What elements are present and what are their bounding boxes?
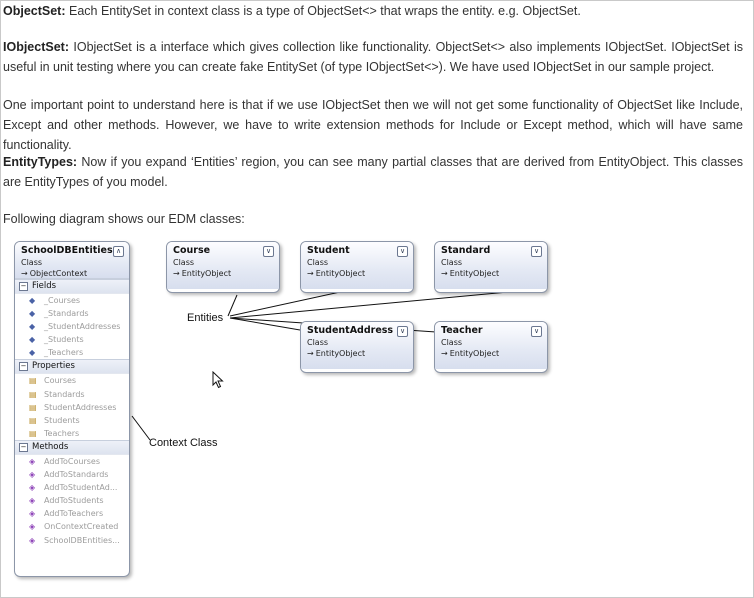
inherits-arrow-icon: → [307,349,314,358]
section-title: Fields [32,281,57,291]
inherits-arrow-icon: → [173,269,180,278]
connector-studentaddress [230,318,300,330]
class-name: Student [307,245,350,256]
field-icon: ◆ [29,309,36,319]
class-name: SchoolDBEntities [21,245,113,256]
member-label: _StudentAddresses [44,322,121,332]
class-base-name: ObjectContext [29,269,88,278]
class-name: Standard [441,245,491,256]
inherits-arrow-icon: → [441,349,448,358]
expand-chevron-icon[interactable]: ∨ [531,246,542,257]
section-title: Methods [32,441,69,452]
method-icon: ◈ [29,470,36,480]
class-name: Course [173,245,211,256]
class-base-name: EntityObject [315,269,366,278]
field-item[interactable] [15,346,129,359]
method-item[interactable] [15,507,129,520]
class-box-teacher[interactable] [434,321,548,373]
mouse-pointer-icon [212,371,224,389]
property-item[interactable] [15,427,129,440]
member-label: AddToTeachers [44,509,104,519]
method-item[interactable] [15,534,129,547]
property-icon: ▤ [29,376,37,386]
class-base-name: EntityObject [315,349,366,358]
collapse-chevron-icon[interactable]: ∧ [113,246,124,257]
method-item[interactable] [15,481,129,494]
class-base [21,268,123,279]
method-icon: ◈ [29,496,36,506]
property-item[interactable] [15,401,129,414]
member-label: AddToStudentAd... [44,483,118,493]
method-icon: ◈ [29,535,36,545]
class-header [301,322,413,369]
class-box-studentaddress[interactable] [300,321,414,373]
text-iobjectset: IObjectSet is a interface which gives collection like functionality. ObjectSet<> also implements IObjectSet. IObjectSet is useful in unit testing where you can create fake EntitySet (of type IObjectSet<>). We have used IObjectSet in our sample project. [3,40,743,74]
class-name: Teacher [441,325,483,336]
class-base [307,348,407,359]
method-item[interactable] [15,494,129,507]
member-label: StudentAddresses [44,402,117,412]
member-label: AddToStandards [44,470,109,480]
property-icon: ▤ [29,428,37,438]
expand-chevron-icon[interactable]: ∨ [397,326,408,337]
field-item[interactable] [15,294,129,307]
property-icon: ▤ [29,389,37,399]
property-item[interactable] [15,388,129,401]
connector-standard [230,292,508,318]
text-entitytypes: Now if you expand ‘Entities’ region, you can see many partial classes that are derived from EntityObject. This classes are EntityTypes of you model. [3,155,743,189]
class-kind: Class [21,258,43,267]
section-properties[interactable] [15,359,129,374]
method-icon: ◈ [29,456,36,466]
class-header [15,242,129,279]
term-iobjectset: IObjectSet: [3,40,69,54]
label-entities: Entities [187,312,224,324]
member-label: Courses [44,376,77,386]
field-icon: ◆ [29,348,36,358]
class-base [441,348,541,359]
member-label: Teachers [44,428,80,438]
class-box-course[interactable] [166,241,280,293]
expand-chevron-icon[interactable]: ∨ [263,246,274,257]
class-kind: Class [307,258,329,267]
member-label: _Students [44,335,84,345]
member-label: AddToStudents [44,496,104,506]
connector-course [228,295,237,316]
member-label: Students [44,415,80,425]
member-label: _Teachers [44,348,84,358]
field-icon: ◆ [29,335,36,345]
method-item[interactable] [15,520,129,533]
member-label: SchoolDBEntities... [44,535,120,545]
property-item[interactable] [15,414,129,427]
inherits-arrow-icon: → [307,269,314,278]
method-icon: ◈ [29,522,36,532]
section-collapse-icon[interactable]: − [20,282,27,290]
class-header [167,242,279,289]
class-base-name: EntityObject [181,269,232,278]
section-fields[interactable] [15,279,129,294]
property-icon: ▤ [29,402,37,412]
class-box-standard[interactable] [434,241,548,293]
member-label: Standards [44,389,85,399]
section-collapse-icon[interactable]: − [20,362,27,371]
class-base [307,268,407,279]
class-box-student[interactable] [300,241,414,293]
method-item[interactable] [15,468,129,481]
class-name: StudentAddress [307,325,394,336]
method-icon: ◈ [29,483,36,493]
method-item[interactable] [15,455,129,468]
inherits-arrow-icon: → [21,269,28,278]
section-title: Properties [32,361,75,372]
field-item[interactable] [15,307,129,320]
label-context-class: Context Class [149,437,218,449]
text-important: One important point to understand here is that if we use IObjectSet then we will not get some functionality of ObjectSet like Include, Except and other methods. However, we have to write extension methods for Include or Except method, which will have same functionality. [3,98,743,152]
class-base [441,268,541,279]
term-entitytypes: EntityTypes: [3,155,78,169]
term-objectset: ObjectSet: [3,4,66,18]
member-label: AddToCourses [44,456,101,466]
member-label: _Courses [44,296,81,305]
expand-chevron-icon[interactable]: ∨ [397,246,408,257]
inherits-arrow-icon: → [441,269,448,278]
class-header [301,242,413,289]
class-kind: Class [441,338,463,347]
class-kind: Class [173,258,195,267]
class-kind: Class [307,338,329,347]
field-item[interactable] [15,320,129,333]
property-icon: ▤ [29,415,37,425]
class-box-schooldbentities[interactable] [14,241,130,577]
property-item[interactable] [15,374,129,387]
text-objectset: Each EntitySet in context class is a type of ObjectSet<> that wraps the entity. e.g. ObjectSet. [65,4,581,18]
class-base [173,268,273,279]
section-methods[interactable] [15,440,129,455]
section-collapse-icon[interactable]: − [20,442,27,451]
class-kind: Class [441,258,463,267]
class-header [435,322,547,369]
field-icon: ◆ [29,322,36,332]
field-icon: ◆ [29,296,36,305]
class-base-name: EntityObject [449,269,500,278]
field-item[interactable] [15,333,129,346]
member-label: OnContextCreated [44,522,119,532]
member-label: _Standards [44,309,89,319]
connector-context-class [132,416,150,440]
class-base-name: EntityObject [449,349,500,358]
expand-chevron-icon[interactable]: ∨ [531,326,542,337]
text-diagram-intro: Following diagram shows our EDM classes: [3,212,245,226]
method-icon: ◈ [29,509,36,519]
class-header [435,242,547,289]
